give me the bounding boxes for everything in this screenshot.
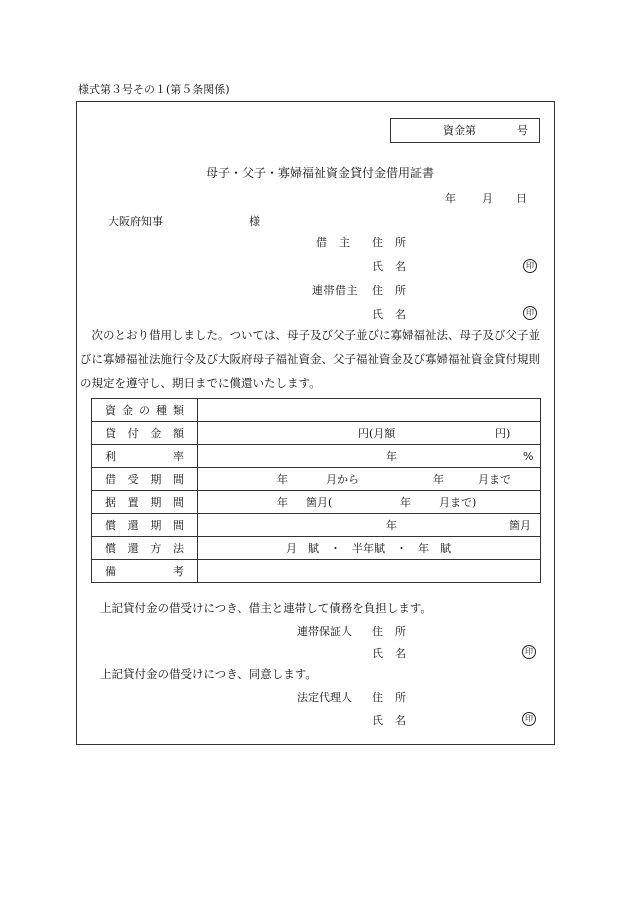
addressee: 大阪府知事 — [108, 215, 163, 228]
row-label-interest-rate: 利 率 — [105, 450, 184, 463]
table-row — [92, 445, 541, 468]
joint-borrower-address-label: 住 所 — [372, 284, 407, 297]
row-label-repayment-method: 償 還 方 法 — [105, 542, 184, 555]
guarantor-name-label: 氏 名 — [372, 647, 407, 660]
table-row — [92, 537, 541, 560]
date-month-label: 月 — [482, 192, 493, 205]
legal-rep-role: 法定代理人 — [297, 691, 352, 704]
table-row — [92, 491, 541, 514]
guarantor-address-label: 住 所 — [372, 625, 407, 638]
loan-amount-field[interactable]: 円(月額 円) — [198, 422, 541, 445]
guarantor-seal-icon: 印 — [522, 645, 536, 659]
form-code: 様式第３号その１(第５条関係) — [78, 83, 230, 96]
legal-rep-seal-icon: 印 — [522, 712, 536, 726]
repayment-period-field[interactable]: 年 箇月 — [198, 514, 541, 537]
interest-rate-field[interactable]: 年 % — [198, 445, 541, 468]
table-row — [92, 468, 541, 491]
borrower-address-label: 住 所 — [372, 236, 407, 249]
document-title: 母子・父子・寡婦福祉資金貸付金借用証書 — [206, 166, 435, 180]
statement-line-2: びに寡婦福祉法施行令及び大阪府母子福祉資金、父子福祉資金及び寡婦福祉資金貸付規則 — [80, 352, 540, 366]
date-day-label: 日 — [516, 192, 527, 205]
addressee-honorific: 様 — [249, 215, 260, 228]
row-label-borrowing-period: 借 受 期 間 — [105, 473, 184, 486]
fund-number-box — [390, 118, 540, 143]
row-label-fund-type: 資 金 の 種 類 — [105, 404, 184, 417]
statement-line-1: 次のとおり借用しました。ついては、母子及び父子並びに寡婦福祉法、母子及び父子並 — [80, 328, 540, 342]
joint-borrower-seal-icon: 印 — [523, 306, 537, 320]
row-label-loan-amount: 貸 付 金 額 — [105, 427, 184, 440]
borrower-role: 借 主 — [316, 236, 351, 249]
borrower-seal-icon: 印 — [523, 259, 537, 273]
legal-rep-name-label: 氏 名 — [372, 714, 407, 727]
row-label-repayment-period: 償 還 期 間 — [105, 519, 184, 532]
grace-period-field[interactable]: 年 箇月( 年 月まで) — [198, 491, 541, 514]
statement-line-3: の規定を遵守し、期日までに償還いたします。 — [80, 376, 321, 390]
loan-terms-table — [91, 398, 541, 583]
table-row — [92, 399, 541, 422]
borrowing-period-field[interactable]: 年 月から 年 月まで — [198, 468, 541, 491]
remarks-field[interactable] — [198, 560, 541, 583]
joint-borrower-name-label: 氏 名 — [372, 308, 407, 321]
row-label-grace-period: 据 置 期 間 — [105, 496, 184, 509]
borrower-name-label: 氏 名 — [372, 260, 407, 273]
guarantor-statement: 上記貸付金の借受けにつき、借主と連帯して債務を負担します。 — [100, 601, 432, 615]
fund-type-field[interactable] — [198, 399, 541, 422]
row-label-remarks: 備 考 — [105, 565, 184, 578]
table-row — [92, 422, 541, 445]
guarantor-role: 連帯保証人 — [297, 625, 352, 638]
fund-number-prefix: 資金第 — [443, 124, 476, 137]
table-row — [92, 514, 541, 537]
table-row — [92, 560, 541, 583]
repayment-method-field[interactable]: 月 賦 ・ 半年賦 ・ 年 賦 — [198, 537, 541, 560]
date-year-label: 年 — [445, 192, 456, 205]
legal-rep-address-label: 住 所 — [372, 691, 407, 704]
legal-rep-statement: 上記貸付金の借受けにつき、同意します。 — [100, 667, 317, 681]
fund-number-suffix: 号 — [517, 124, 528, 137]
joint-borrower-role: 連帯借主 — [312, 284, 358, 297]
